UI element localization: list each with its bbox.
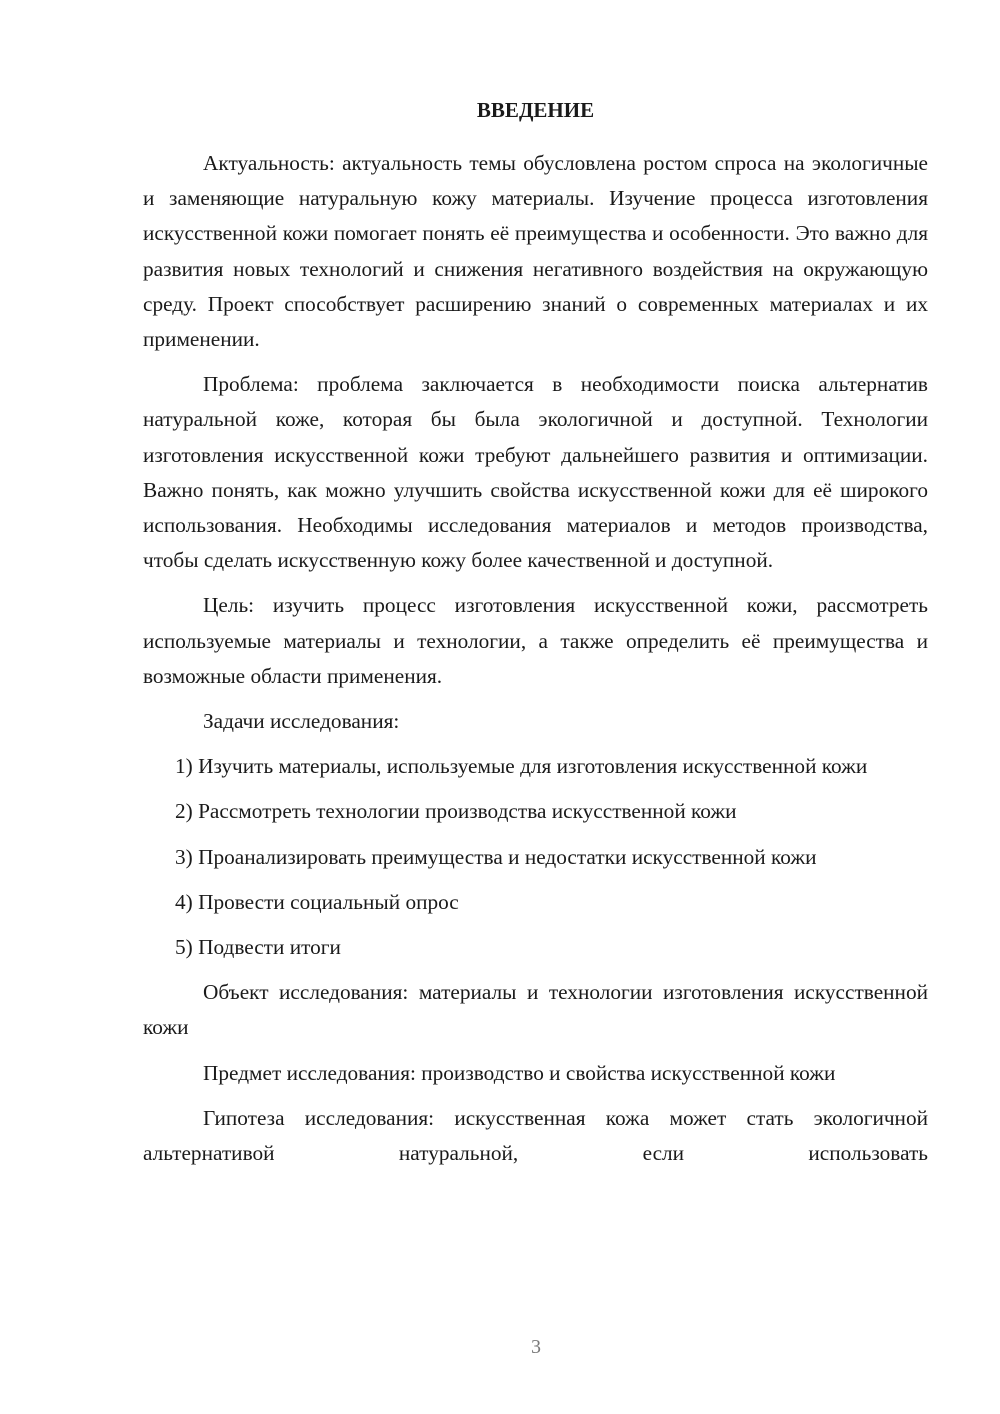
task-item-5: 5) Подвести итоги: [175, 935, 341, 960]
section-title: ВВЕДЕНИЕ: [476, 98, 595, 122]
object-paragraph: Объект исследования: материалы и технологии изготовления искусственной кожи: [143, 980, 928, 1040]
task-item-2: 2) Рассмотреть технологии производства искусственной кожи: [175, 799, 737, 824]
relevance-paragraph: Актуальность: актуальность темы обусловлена ростом спроса на экологичные и заменяющие натуральную кожу материалы. Изучение процесса изготовления искусственной кожи помогает понять её преимущества и особенности. Это важно для развития новых технологий и снижения негативного воздействия на окружающую среду. Проект способствует расширению знаний о современных материалах и их применении.: [143, 151, 928, 352]
task-item-3: 3) Проанализировать преимущества и недостатки искусственной кожи: [175, 844, 817, 869]
hypothesis-paragraph: Гипотеза исследования: искусственная кожа может стать экологичной альтернативой натуральной, если использовать: [143, 1105, 928, 1166]
tasks-heading: Задачи исследования:: [203, 709, 400, 734]
document-page: [143, 96, 928, 1171]
goal-paragraph: Цель: изучить процесс изготовления искусственной кожи, рассмотреть используемые материалы и технологии, а также определить её преимущества и возможные области применения.: [143, 593, 928, 688]
problem-paragraph: Проблема: проблема заключается в необходимости поиска альтернатив натуральной коже, которая бы была экологичной и доступной. Технологии изготовления искусственной кожи требуют дальнейшего развития и оптимизации. Важно понять, как можно улучшить свойства искусственной кожи для её широкого использования. Необходимы исследования материалов и методов производства, чтобы сделать искусственную кожу более качественной и доступной.: [143, 372, 928, 573]
page-number: 3: [531, 1336, 541, 1358]
task-item-4: 4) Провести социальный опрос: [175, 889, 459, 914]
task-item-1: 1) Изучить материалы, используемые для изготовления искусственной кожи: [175, 754, 868, 779]
subject-paragraph: Предмет исследования: производство и свойства искусственной кожи: [203, 1060, 836, 1085]
